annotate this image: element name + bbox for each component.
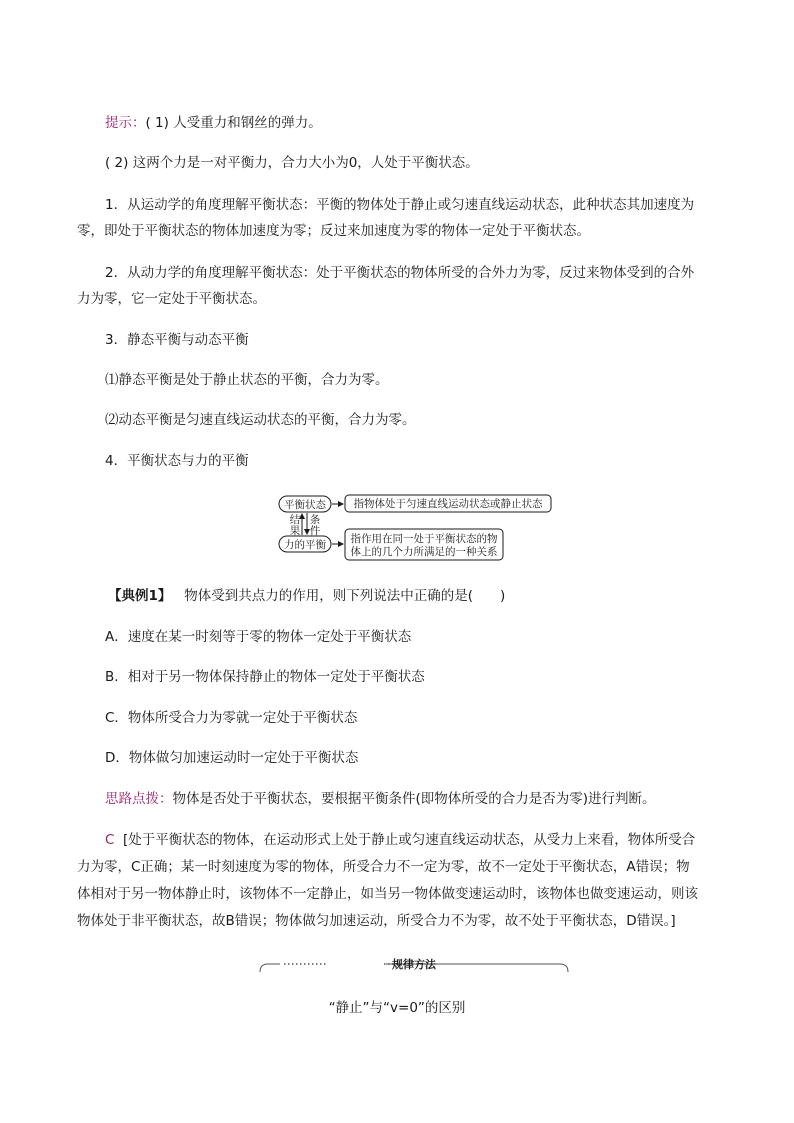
method-label: 规律方法 [392,958,436,971]
option-b: B．相对于另一物体保持静止的物体一定处于平衡状态 [105,669,425,685]
point-1-line-1: 1．从运动学的角度理解平衡状态：平衡的物体处于静止或匀速直线运动状态，此种状态其加速度为 [105,197,695,213]
condition-char-2: 件 [309,525,321,537]
point-1-line-2: 零，即处于平衡状态的物体加速度为零；反过来加速度为零的物体一定处于平衡状态。 [77,223,590,239]
answer-letter: C [105,832,115,848]
desc-force-text-2: 体上的几个力所满足的一种关系 [350,546,498,558]
hint-text-1: ( 1) 人受重力和钢丝的弹力。 [145,115,322,131]
box-balance-state-label: 平衡状态 [284,499,326,511]
hint-line-2: ( 2) 这两个力是一对平衡力，合力大小为0，人处于平衡状态。 [105,155,479,171]
example-question [108,583,720,610]
example-question-text: 物体受到共点力的作用，则下列说法中正确的是( ) [184,588,506,604]
option-a: A．速度在某一时刻等于零的物体一定处于平衡状态 [105,629,412,645]
desc-force-text-1: 指作用在同一处于平衡状态的物 [350,533,498,545]
method-divider [258,958,570,980]
point-2-line-1: 2．从动力学的角度理解平衡状态：处于平衡状态的物体所受的合外力为零，反过来物体受到的合外 [105,265,695,281]
point-3-item-2: ⑵动态平衡是匀速直线运动状态的平衡，合力为零。 [105,412,416,428]
analysis-text-1: [处于平衡状态的物体，在运动形式上处于静止或匀速直线运动状态，从受力上来看，物体所受合 [123,832,696,848]
thinking-hint [105,786,717,813]
point-4-heading: 4．平衡状态与力的平衡 [105,453,249,469]
option-d: D．物体做匀加速运动时一定处于平衡状态 [105,750,359,766]
desc-state-text: 指物体处于匀速直线运动状态或静止状态 [353,498,543,510]
point-3-item-1: ⑴静态平衡是处于静止状态的平衡，合力为零。 [105,372,389,388]
point-3-heading: 3．静态平衡与动态平衡 [105,332,249,348]
analysis-line-1 [105,827,717,854]
point-2-line-2: 力为零，它一定处于平衡状态。 [77,291,266,307]
balance-diagram [276,491,554,565]
method-subtitle: “静止”与“v=0”的区别 [328,1000,466,1016]
box-force-balance-label: 力的平衡 [284,539,326,551]
analysis-line-2: 力为零，C正确；某一时刻速度为零的物体，所受合力不一定为零，故不一定处于平衡状态，A错误；物 [77,859,690,875]
hint-label: 提示： [105,115,146,131]
example-tag: 【典例1】 [108,588,172,604]
result-char-2: 果 [289,525,301,537]
analysis-line-4: 物体处于非平衡状态，故B错误；物体做匀加速运动，所受合力不为零，故不处于平衡状态，D错误。] [77,913,676,929]
option-c: C．物体所受合力为零就一定处于平衡状态 [105,710,358,726]
condition-char-1: 条 [309,514,321,526]
analysis-line-3: 体相对于另一物体静止时，该物体不一定静止，如当另一物体做变速运动时，该物体也做变速运动，则该 [77,886,698,902]
thinking-hint-text: 物体是否处于平衡状态，要根据平衡条件(即物体所受的合力是否为零)进行判断。 [172,791,656,807]
thinking-hint-label: 思路点拨： [105,791,173,807]
result-char-1: 结 [289,514,301,526]
hint-line-1 [105,110,717,137]
